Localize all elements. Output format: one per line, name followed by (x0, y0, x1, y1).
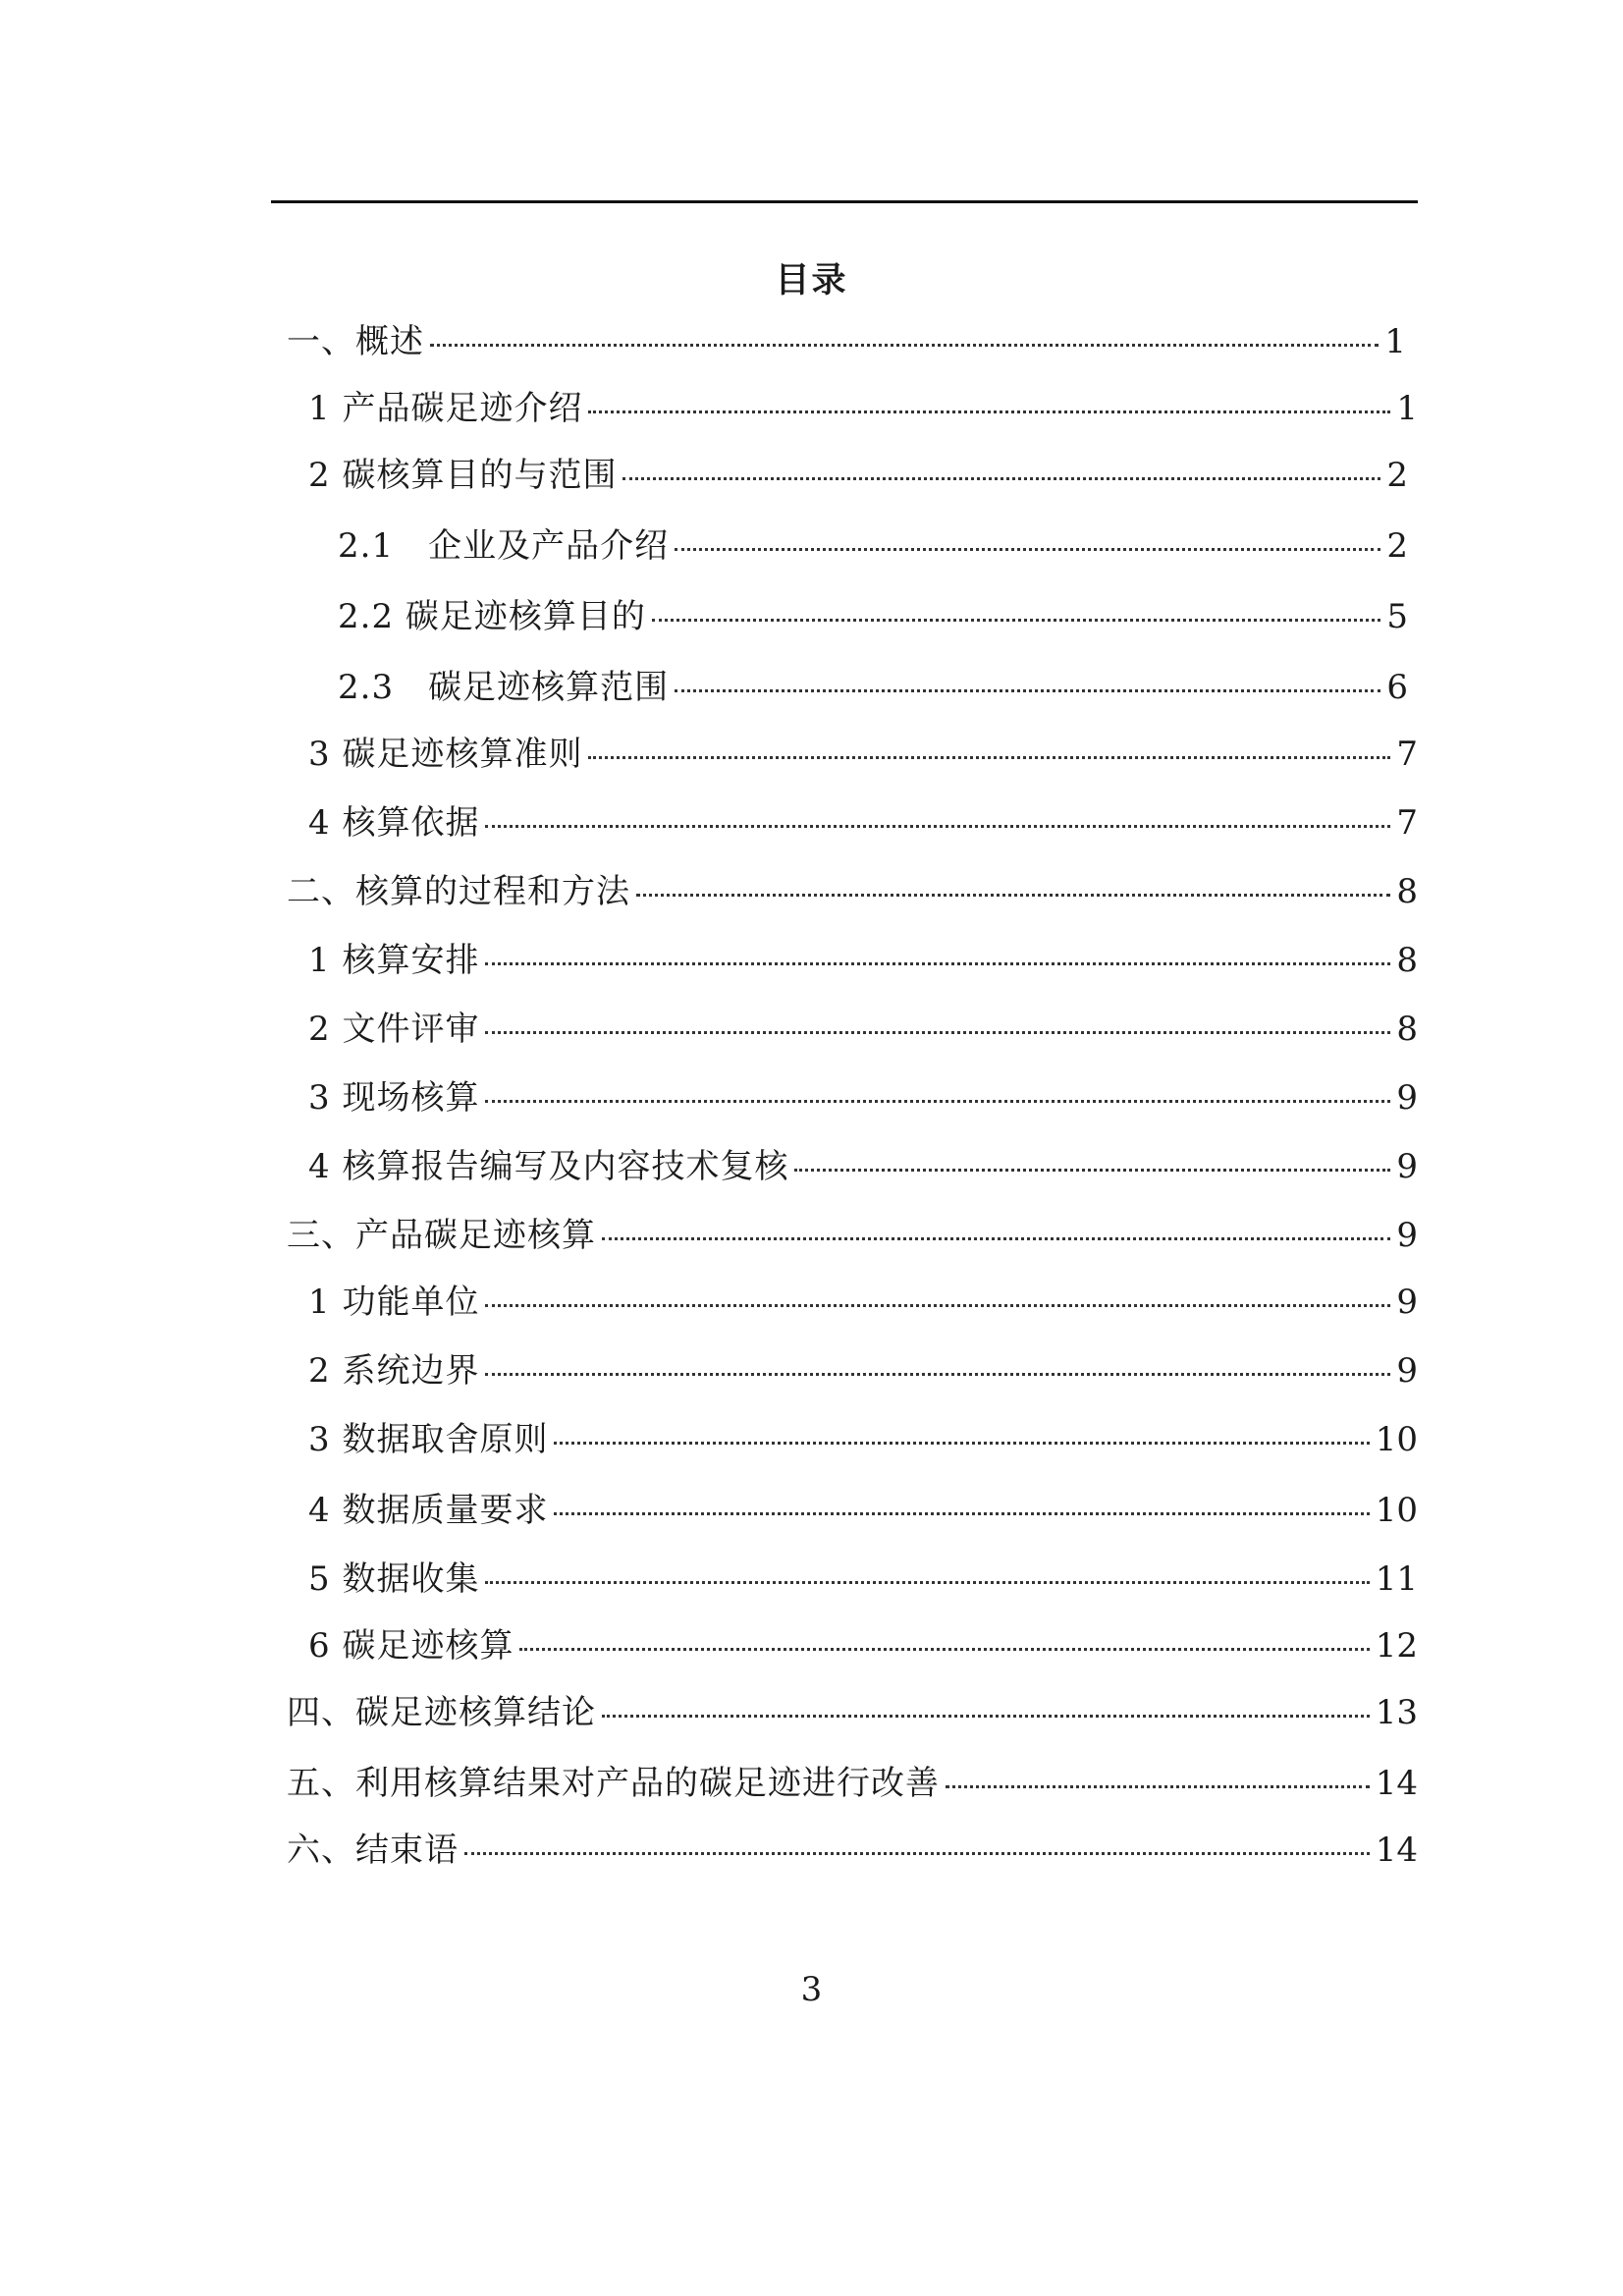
toc-leader (430, 344, 1379, 347)
toc-entry-label: 5 数据收集 (308, 1559, 480, 1599)
toc-leader (519, 1648, 1369, 1651)
toc-entry-page: 9 (1396, 1216, 1418, 1255)
toc-entry-label: 4 核算依据 (308, 803, 480, 843)
toc-leader (588, 410, 1390, 413)
toc-leader (636, 894, 1390, 897)
page-number: 3 (800, 1970, 823, 2009)
toc-entry-page: 13 (1375, 1693, 1418, 1732)
toc-leader (794, 1169, 1390, 1172)
toc-entry[interactable] (308, 454, 1408, 497)
toc-entry-page: 2 (1386, 456, 1408, 495)
toc-entry-label: 1 功能单位 (308, 1283, 480, 1322)
toc-entry[interactable] (308, 939, 1418, 982)
toc-leader (464, 1852, 1370, 1855)
toc-entry-label: 2 文件评审 (308, 1010, 480, 1049)
toc-entry[interactable] (308, 1145, 1418, 1188)
toc-entry[interactable] (308, 1558, 1418, 1601)
toc-entry[interactable] (338, 524, 1408, 568)
toc-entry-label: 3 数据取舍原则 (308, 1420, 549, 1459)
toc-entry[interactable] (287, 1214, 1418, 1257)
toc-entry-label: 3 现场核算 (308, 1078, 480, 1118)
toc-entry-page: 12 (1375, 1626, 1418, 1666)
toc-entry-page: 7 (1396, 803, 1418, 843)
toc-entry-label: 2.2 碳足迹核算目的 (338, 597, 646, 636)
toc-leader (602, 1715, 1370, 1718)
toc-entry-page: 9 (1396, 1283, 1418, 1322)
toc-entry-page: 11 (1375, 1559, 1418, 1599)
toc-entry-label: 三、产品碳足迹核算 (287, 1216, 596, 1255)
toc-leader (652, 619, 1380, 622)
toc-entry[interactable] (287, 1762, 1418, 1805)
toc-entry-label: 3 碳足迹核算准则 (308, 735, 583, 774)
toc-entry-page: 9 (1396, 1351, 1418, 1391)
toc-entry[interactable] (338, 595, 1408, 638)
toc-entry[interactable] (287, 1829, 1418, 1872)
toc-entry-page: 2 (1386, 526, 1408, 566)
toc-entry[interactable] (287, 1691, 1418, 1734)
toc-entry-label: 六、结束语 (287, 1831, 459, 1870)
toc-entry[interactable] (338, 666, 1408, 709)
toc-entry[interactable] (308, 733, 1418, 776)
toc-leader (485, 962, 1390, 965)
toc-entry[interactable] (308, 1418, 1418, 1461)
toc-entry-label: 1 产品碳足迹介绍 (308, 389, 583, 428)
toc-leader (946, 1785, 1370, 1788)
toc-entry[interactable] (308, 1076, 1418, 1120)
toc-leader (554, 1512, 1369, 1515)
toc-leader (602, 1237, 1390, 1240)
toc-entry-page: 14 (1375, 1831, 1418, 1870)
toc-entry-label: 2.1 企业及产品介绍 (338, 526, 670, 566)
toc-title: 目录 (775, 261, 848, 301)
toc-entry-page: 10 (1375, 1491, 1418, 1530)
toc-entry-label: 四、碳足迹核算结论 (287, 1693, 596, 1732)
toc-entry[interactable] (308, 801, 1418, 845)
toc-leader (485, 1304, 1390, 1307)
toc-entry-label: 二、核算的过程和方法 (287, 872, 630, 911)
toc-entry[interactable] (308, 1008, 1418, 1051)
toc-entry-label: 4 核算报告编写及内容技术复核 (308, 1147, 789, 1186)
toc-leader (485, 1100, 1390, 1103)
toc-entry-page: 9 (1396, 1147, 1418, 1186)
toc-entry-page: 10 (1375, 1420, 1418, 1459)
toc-entry-label: 1 核算安排 (308, 941, 480, 980)
toc-entry-page: 14 (1375, 1764, 1418, 1803)
toc-leader (485, 1373, 1390, 1376)
toc-entry[interactable] (308, 1349, 1418, 1393)
toc-entry-label: 五、利用核算结果对产品的碳足迹进行改善 (287, 1764, 940, 1803)
toc-entry-label: 2.3 碳足迹核算范围 (338, 668, 670, 707)
toc-entry-page: 5 (1386, 597, 1408, 636)
toc-entry[interactable] (308, 1489, 1418, 1532)
toc-entry-label: 4 数据质量要求 (308, 1491, 549, 1530)
toc-leader (588, 756, 1390, 759)
toc-entry-page: 8 (1396, 1010, 1418, 1049)
toc-leader (485, 825, 1390, 828)
toc-entry-page: 9 (1396, 1078, 1418, 1118)
toc-entry-page: 8 (1396, 872, 1418, 911)
toc-leader (675, 689, 1380, 692)
toc-leader (485, 1581, 1369, 1584)
toc-entry-label: 6 碳足迹核算 (308, 1626, 514, 1666)
toc-entry-label: 一、概述 (287, 322, 424, 361)
toc-leader (485, 1031, 1390, 1034)
toc-entry-label: 2 系统边界 (308, 1351, 480, 1391)
toc-entry-page: 6 (1386, 668, 1408, 707)
toc-leader (675, 548, 1380, 551)
toc-entry-page: 1 (1396, 389, 1418, 428)
toc-entry-page: 8 (1396, 941, 1418, 980)
toc-entry-page: 1 (1384, 322, 1406, 361)
toc-leader (622, 477, 1380, 480)
toc-entry[interactable] (287, 320, 1406, 363)
toc-entry[interactable] (308, 387, 1418, 430)
toc-entry[interactable] (287, 870, 1418, 913)
toc-leader (554, 1442, 1369, 1445)
toc-entry-label: 2 碳核算目的与范围 (308, 456, 618, 495)
toc-entry[interactable] (308, 1281, 1418, 1324)
toc-entry[interactable] (308, 1624, 1418, 1667)
toc-entry-page: 7 (1396, 735, 1418, 774)
